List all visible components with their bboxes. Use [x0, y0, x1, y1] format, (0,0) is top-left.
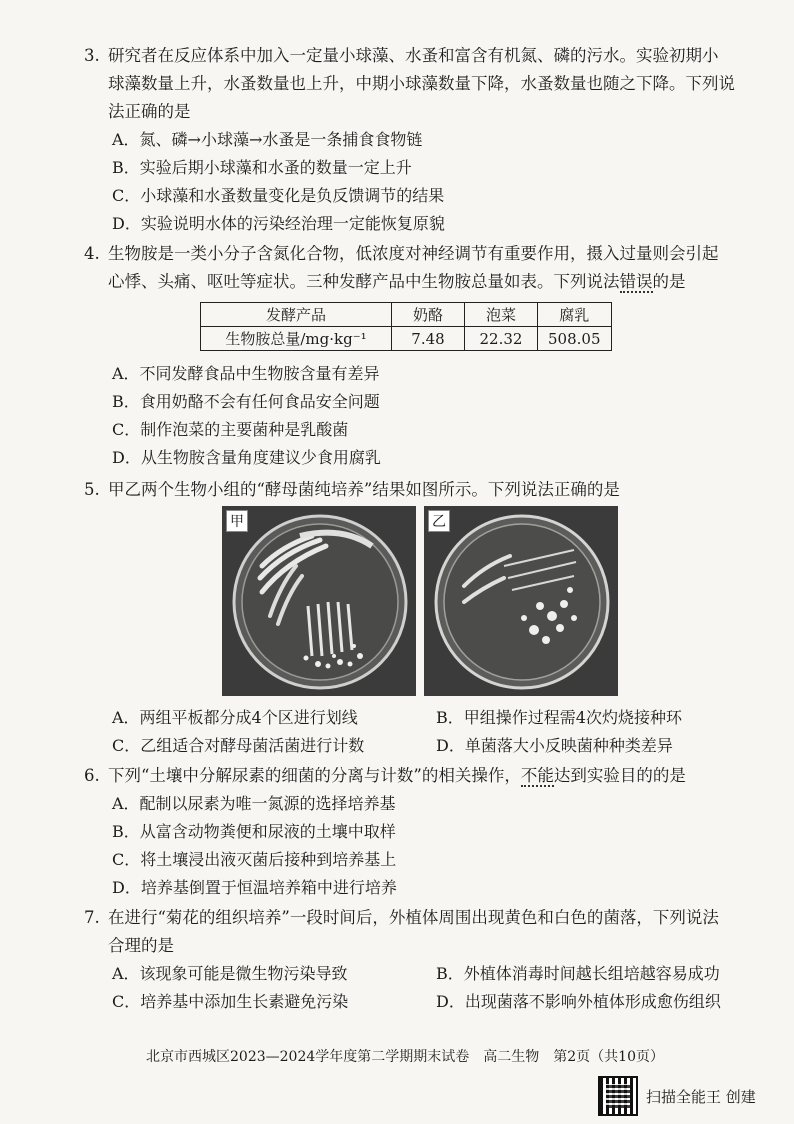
question-3	[84, 42, 752, 126]
option-b: B．外植体消毒时间越长组培越容易成功	[436, 964, 720, 983]
option-c: C．乙组适合对酵母菌活菌进行计数	[112, 736, 365, 755]
question-text: 的是	[652, 272, 686, 291]
question-text: 法正确的是	[108, 102, 191, 121]
question-7	[84, 904, 752, 960]
biogenic-amine-table	[200, 302, 612, 351]
question-text: 心悸、头痛、呕吐等症状。三种发酵产品中生物胺总量如表。下列说法	[108, 272, 620, 291]
qr-code-icon	[598, 1076, 638, 1116]
option-b: B．实验后期小球藻和水蚤的数量一定上升	[112, 158, 412, 177]
question-number: 6.	[84, 766, 100, 785]
page-footer: 北京市西城区2023—2024学年度第二学期期末试卷 高二生物 第2页（共10页）	[146, 1049, 664, 1065]
question-text: 达到实验目的的是	[553, 766, 686, 785]
question-number: 4.	[84, 244, 100, 263]
table-cell: 生物胺总量/mg·kg⁻¹	[201, 327, 392, 351]
table-cell: 泡菜	[465, 303, 538, 327]
question-text: 球藻数量上升，水蚤数量也上升，中期小球藻数量下降，水蚤数量也随之下降。下列说	[108, 74, 735, 93]
petri-dish-image-a	[222, 506, 416, 696]
question-text: 研究者在反应体系中加入一定量小球藻、水蚤和富含有机氮、磷的污水。实验初期小	[108, 46, 719, 65]
table-cell: 腐乳	[538, 303, 612, 327]
option-d: D．从生物胺含量角度建议少食用腐乳	[112, 448, 381, 467]
option-b: B．从富含动物粪便和尿液的土壤中取样	[112, 822, 396, 841]
option-c: C．小球藻和水蚤数量变化是负反馈调节的结果	[112, 186, 445, 205]
question-number: 3.	[84, 46, 100, 65]
question-4	[84, 240, 752, 296]
option-d: D．出现菌落不影响外植体形成愈伤组织	[436, 992, 721, 1011]
question-text: 下列“土壤中分解尿素的细菌的分离与计数”的相关操作，	[108, 766, 521, 785]
figure-label-a: 甲	[226, 510, 248, 532]
petri-dish-b-graphic	[424, 506, 618, 696]
emphasis-text: 不能	[520, 766, 554, 785]
question-6	[84, 762, 752, 790]
table-cell: 22.32	[465, 327, 538, 351]
option-c: C．制作泡菜的主要菌种是乳酸菌	[112, 420, 349, 439]
option-d: D．实验说明水体的污染经治理一定能恢复原貌	[112, 214, 445, 233]
question-text: 生物胺是一类小分子含氮化合物，低浓度对神经调节有重要作用，摄入过量则会引起	[108, 244, 719, 263]
option-a: A．氮、磷→小球藻→水蚤是一条捕食食物链	[112, 130, 423, 149]
option-c: C．培养基中添加生长素避免污染	[112, 992, 349, 1011]
option-d: D．培养基倒置于恒温培养箱中进行培养	[112, 878, 397, 897]
question-number: 5.	[84, 480, 100, 499]
question-number: 7.	[84, 908, 100, 927]
table-cell: 7.48	[392, 327, 465, 351]
option-a: A．两组平板都分成4个区进行划线	[112, 708, 358, 727]
question-text: 合理的是	[108, 936, 174, 955]
option-a: A．不同发酵食品中生物胺含量有差异	[112, 364, 380, 383]
option-a: A．配制以尿素为唯一氮源的选择培养基	[112, 794, 396, 813]
emphasis-text: 错误	[619, 272, 653, 291]
figure-label-b: 乙	[428, 510, 450, 532]
question-text: 在进行“菊花的组织培养”一段时间后，外植体周围出现黄色和白色的菌落，下列说法	[108, 908, 719, 927]
option-a: A．该现象可能是微生物污染导致	[112, 964, 348, 983]
question-5	[84, 476, 752, 504]
scanner-label: 扫描全能王 创建	[646, 1087, 756, 1106]
option-b: B．食用奶酪不会有任何食品安全问题	[112, 392, 380, 411]
table-cell: 奶酪	[392, 303, 465, 327]
petri-dish-a-graphic	[222, 506, 416, 696]
scanner-watermark	[598, 1076, 756, 1116]
petri-dish-image-b	[424, 506, 618, 696]
table-cell: 发酵产品	[201, 303, 392, 327]
table-cell: 508.05	[538, 327, 612, 351]
table-header-row	[201, 303, 612, 327]
option-c: C．将土壤浸出液灭菌后接种到培养基上	[112, 850, 397, 869]
question-text: 甲乙两个生物小组的“酵母菌纯培养”结果如图所示。下列说法正确的是	[108, 480, 620, 499]
option-b: B．甲组操作过程需4次灼烧接种环	[436, 708, 682, 727]
option-d: D．单菌落大小反映菌种种类差异	[436, 736, 673, 755]
table-row	[201, 327, 612, 351]
